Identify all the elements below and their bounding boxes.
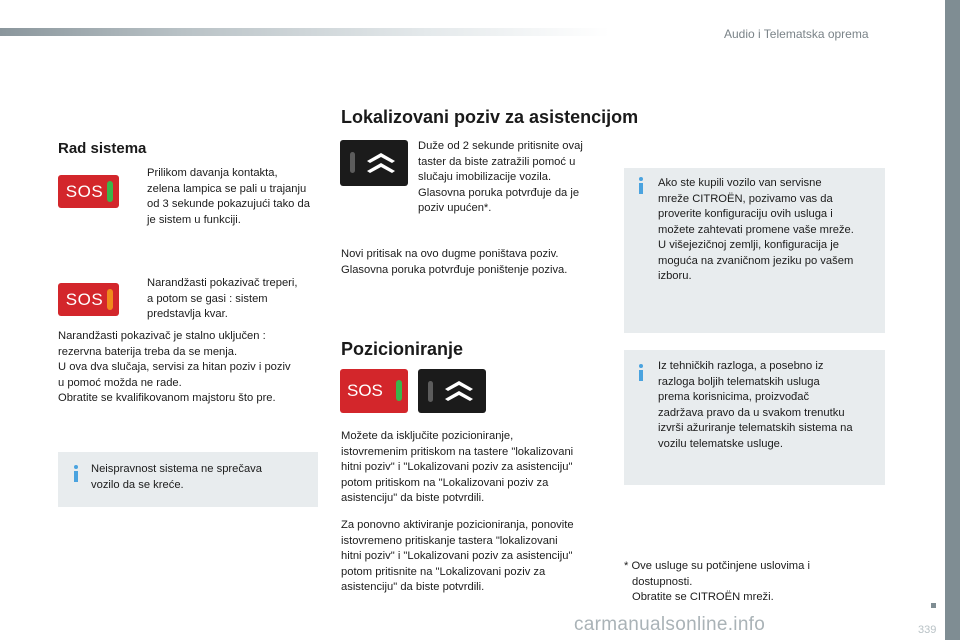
sos-button-orange-led bbox=[58, 283, 119, 316]
text-line: slučaju imobilizacije vozila. bbox=[418, 171, 552, 183]
text-line: izboru. bbox=[658, 270, 692, 282]
text-line: je sistem u funkciji. bbox=[147, 213, 241, 226]
button-led bbox=[350, 152, 355, 173]
text-line: U ova dva slučaja, servisi za hitan poziv i poziv bbox=[58, 361, 291, 373]
info-icon bbox=[636, 364, 646, 381]
text-line: razloga boljih telematskih usluga bbox=[658, 375, 820, 388]
positioning-disable-description bbox=[341, 429, 616, 507]
page-marker bbox=[931, 603, 936, 608]
text-line: Prilikom davanja kontakta, bbox=[147, 167, 278, 179]
info-box-left bbox=[58, 452, 318, 507]
text-line: potom pritisnite na "Lokalizovani poziv za bbox=[341, 565, 546, 578]
text-line: u pomoć možda ne rade. bbox=[58, 376, 182, 389]
text-line: Iz tehničkih razloga, a posebno iz bbox=[658, 360, 824, 372]
info-box-network bbox=[624, 168, 885, 333]
sos-button-green-led bbox=[58, 175, 119, 208]
text-line: Neispravnost sistema ne sprečava bbox=[91, 463, 262, 475]
text-line: Glasovna poruka potvrđuje poništenje poziva. bbox=[341, 263, 568, 276]
heading-pozicioniranje: Pozicioniranje bbox=[341, 339, 464, 359]
text-line: poziv upućen*. bbox=[418, 202, 492, 214]
text-line: a potom se gasi : sistem bbox=[147, 292, 268, 305]
text-line: istovremenim pritiskom na tastere "lokalizovani bbox=[341, 445, 574, 458]
text-line: zadržava pravo da u svakom trenutku bbox=[658, 406, 845, 419]
section-title: Audio i Telematska oprema bbox=[724, 27, 869, 41]
text-line: Novi pritisak na ovo dugme poništava poziv. bbox=[341, 248, 559, 260]
text-line: Glasovna poruka potvrđuje da je bbox=[418, 186, 580, 199]
text-line: možete zahtevati promene vaše mreže. bbox=[658, 223, 854, 236]
text-line: Obratite se CITROËN mreži. bbox=[632, 591, 774, 603]
citroen-chevron-icon bbox=[364, 150, 398, 176]
info-text bbox=[658, 359, 880, 452]
led-green bbox=[396, 380, 402, 401]
text-line: mreže CITROËN, pozivamo vas da bbox=[658, 192, 833, 205]
info-icon bbox=[636, 177, 646, 194]
steady-led-description bbox=[58, 329, 328, 407]
text-line: od 3 sekunde pokazujući tako da bbox=[147, 198, 310, 210]
text-line: Narandžasti pokazivač je stalno uključen : bbox=[58, 330, 266, 342]
text-line: proverite konfiguraciju ovih usluga i bbox=[658, 208, 833, 220]
text-line: hitni poziv" i "Lokalizovani poziv za asistenciju" bbox=[341, 550, 573, 562]
button-led bbox=[428, 381, 433, 402]
text-line: Možete da isključite pozicioniranje, bbox=[341, 430, 514, 442]
heading-lokalizovani-poziv: Lokalizovani poziv za asistencijom bbox=[341, 107, 639, 127]
assistance-press-description bbox=[418, 139, 613, 217]
text-line: asistenciju" da biste potvrdili. bbox=[341, 492, 485, 504]
text-line: moguća na zvaničnom jeziku po vašem bbox=[658, 254, 854, 267]
heading-rad-sistema: Rad sistema bbox=[58, 140, 147, 157]
citroen-chevron-icon bbox=[442, 378, 476, 404]
page-number: 339 bbox=[918, 624, 937, 636]
sos-label: SOS bbox=[65, 181, 104, 201]
text-line: Ako ste kupili vozilo van servisne bbox=[658, 177, 822, 189]
info-text bbox=[91, 462, 311, 493]
text-line: vozilu telematske usluge. bbox=[658, 437, 783, 450]
page-edge-bar bbox=[945, 0, 960, 640]
text-line: * Ove usluge su potčinjene uslovima i bbox=[624, 560, 810, 572]
text-line: dostupnosti. bbox=[632, 575, 693, 588]
green-led-description bbox=[147, 166, 322, 228]
text-line: rezervna baterija treba da se menja. bbox=[58, 345, 238, 358]
info-text bbox=[658, 176, 880, 285]
text-line: asistenciju" da biste potvrdili. bbox=[341, 581, 485, 593]
info-box-updates bbox=[624, 350, 885, 485]
text-line: Duže od 2 sekunde pritisnite ovaj bbox=[418, 140, 583, 152]
orange-led-description bbox=[147, 276, 322, 323]
text-line: predstavlja kvar. bbox=[147, 308, 228, 320]
text-line: taster da biste zatražili pomoć u bbox=[418, 155, 576, 168]
led-orange bbox=[107, 289, 113, 310]
text-line: Obratite se kvalifikovanom majstoru što pre. bbox=[58, 392, 276, 404]
sos-label: SOS bbox=[65, 289, 104, 309]
footnote bbox=[624, 559, 864, 606]
text-line: Narandžasti pokazivač treperi, bbox=[147, 277, 298, 289]
text-line: potom pritiskom na "Lokalizovani poziv za bbox=[341, 476, 549, 489]
sos-label: SOS bbox=[347, 381, 383, 400]
text-line: prema korisnicima, proizvođač bbox=[658, 391, 810, 403]
led-green bbox=[107, 181, 113, 202]
text-line: istovremeno pritiskanje tastera "lokalizovani bbox=[341, 534, 558, 547]
info-icon bbox=[71, 465, 81, 482]
header-bar bbox=[0, 28, 610, 36]
positioning-enable-description bbox=[341, 518, 616, 596]
text-line: hitni poziv" i "Lokalizovani poziv za asistenciju" bbox=[341, 461, 573, 473]
text-line: U višejezičnoj zemlji, konfiguracija je bbox=[658, 239, 839, 251]
text-line: Za ponovno aktiviranje pozicioniranja, ponovite bbox=[341, 519, 574, 531]
text-line: vozilo da se kreće. bbox=[91, 478, 184, 491]
sos-button-positioning bbox=[340, 369, 408, 413]
text-line: zelena lampica se pali u trajanju bbox=[147, 182, 307, 195]
text-line: izvrši ažuriranje telematskih sistema na bbox=[658, 422, 853, 434]
assistance-button bbox=[340, 140, 408, 186]
assistance-button-positioning bbox=[418, 369, 486, 413]
watermark: carmanualsonline.info bbox=[574, 614, 766, 635]
assistance-cancel-description bbox=[341, 247, 611, 278]
